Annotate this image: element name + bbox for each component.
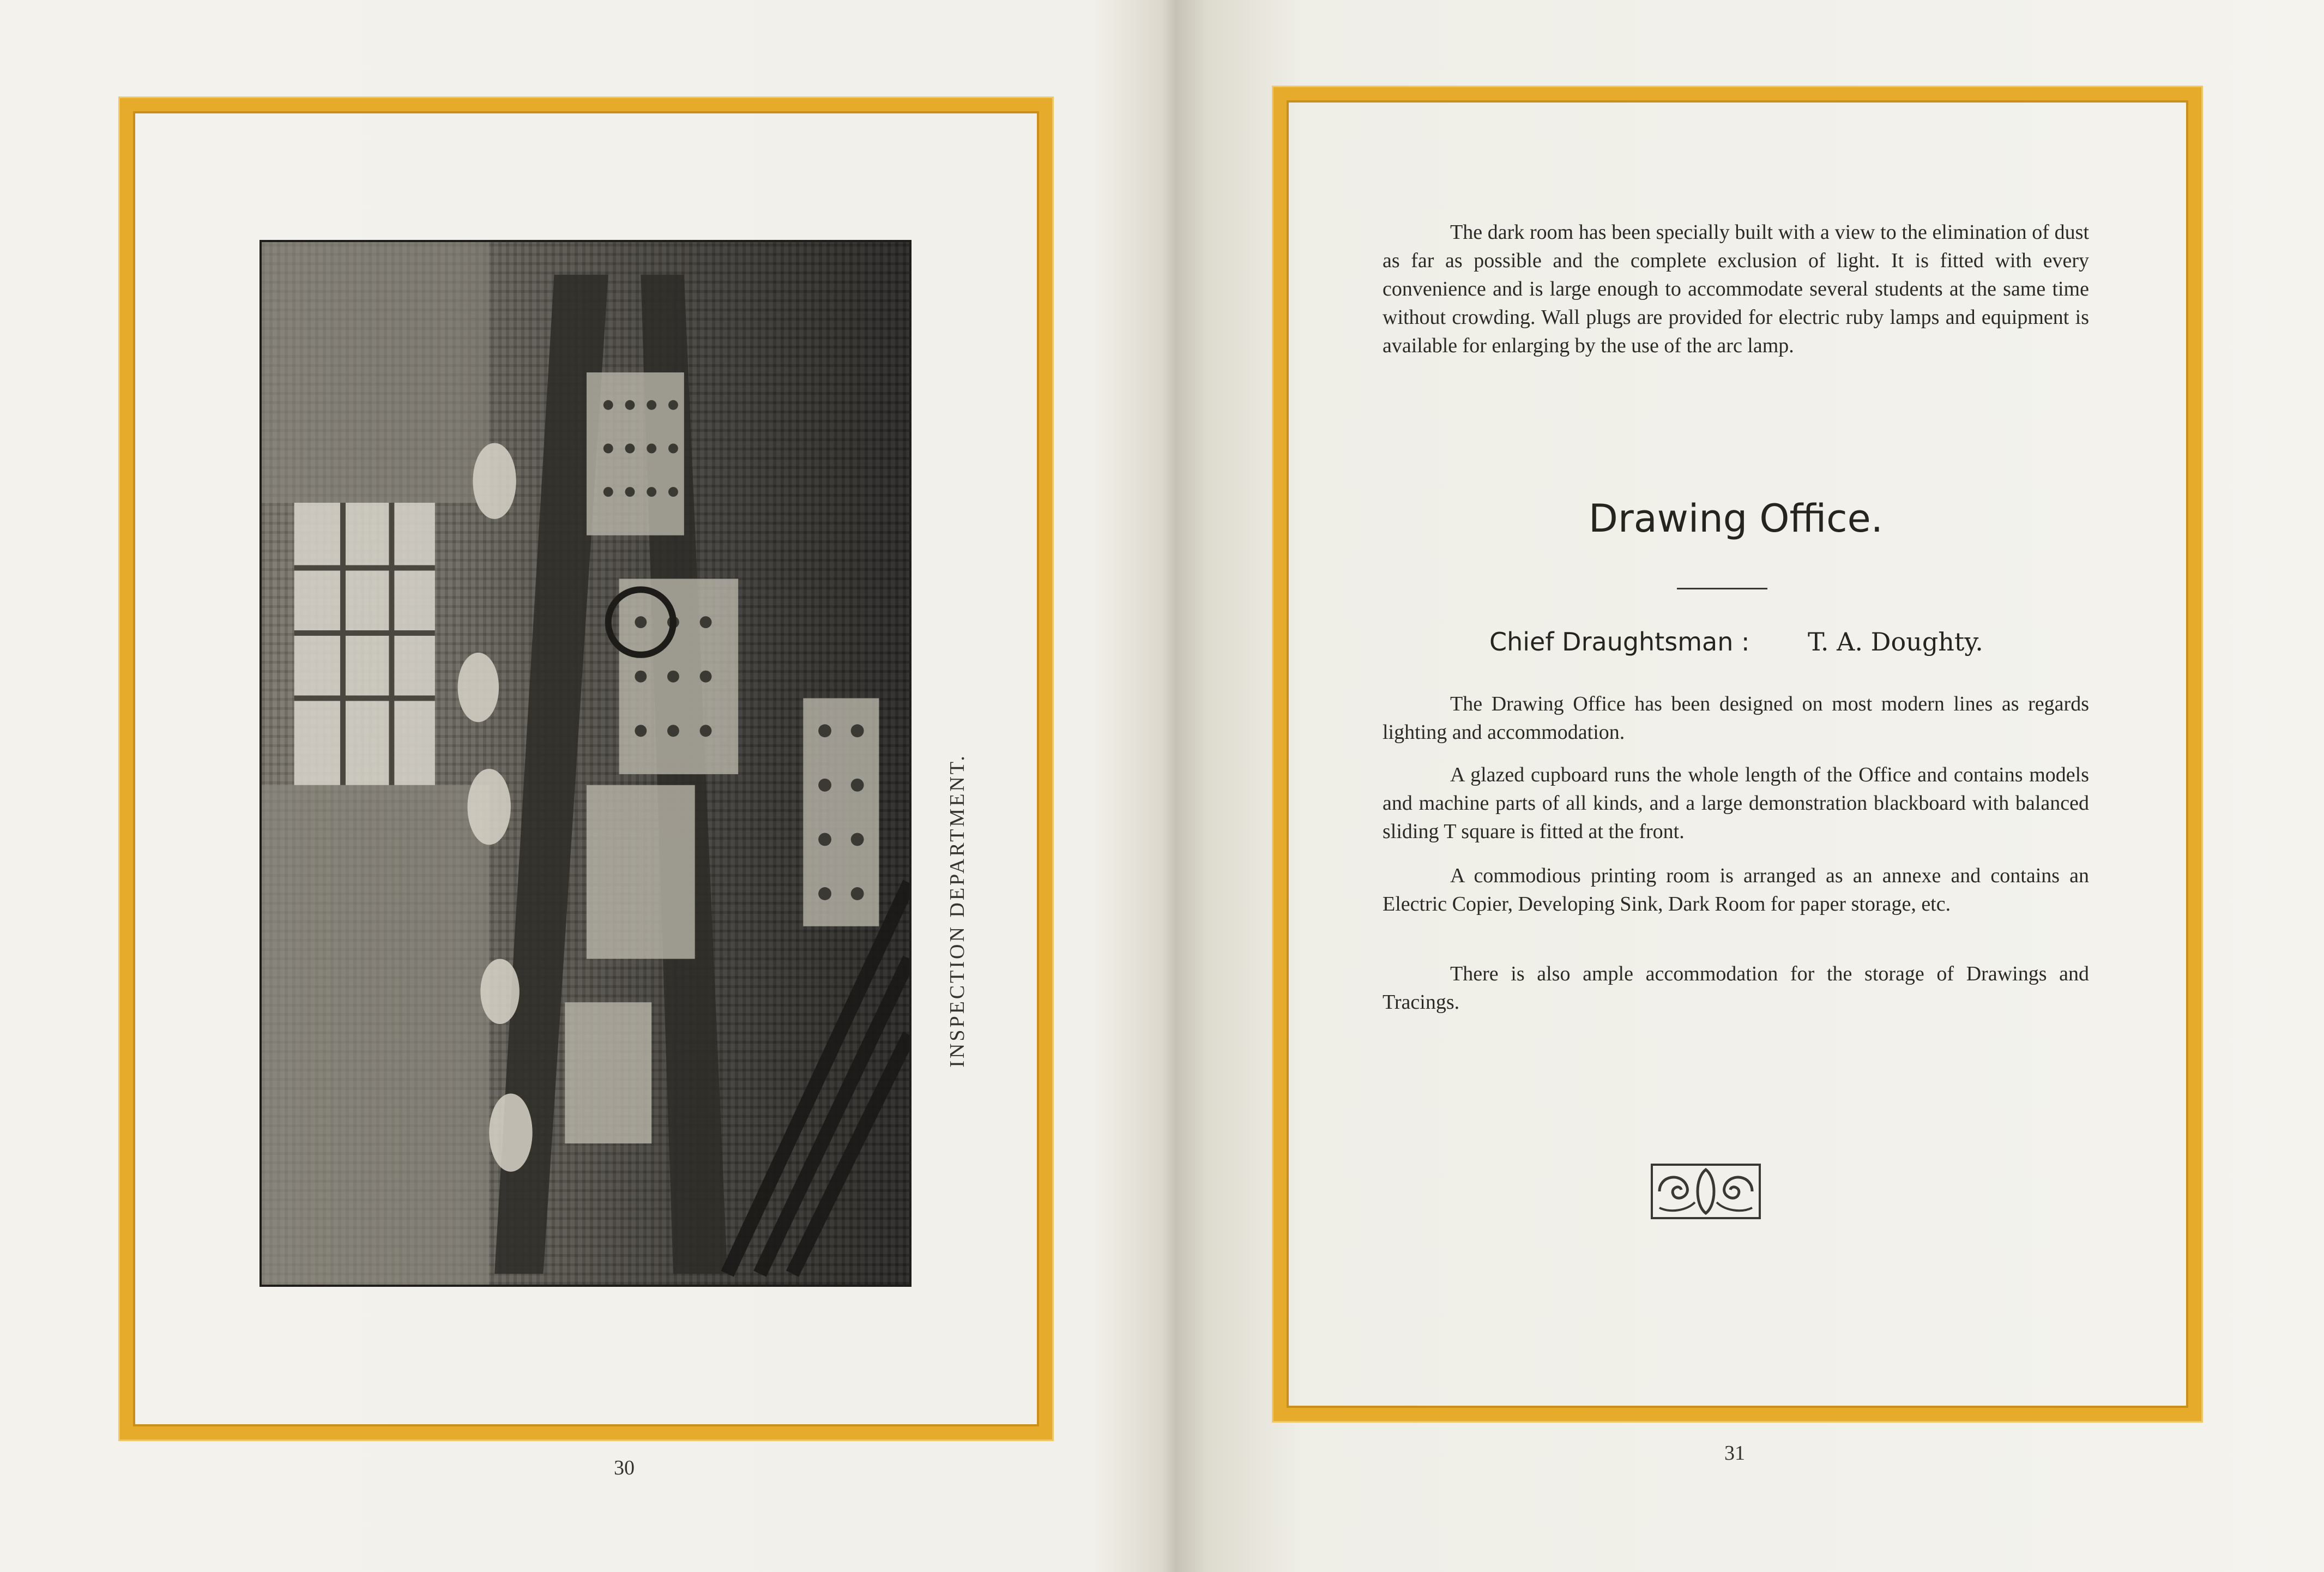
- ornament-icon: [1649, 1161, 1763, 1221]
- drawing-office-paragraph: The Drawing Office has been designed on most modern lines as regards lighting and accommodation.: [1383, 692, 2089, 744]
- storage-paragraph: There is also ample accommodation for the storage of Drawings and Tracings.: [1383, 962, 2089, 1014]
- inspection-department-photo: [259, 240, 912, 1287]
- section-heading: Drawing Office.: [1589, 496, 1883, 541]
- chief-name: T. A. Doughty.: [1808, 627, 1983, 656]
- heading-rule: [1677, 588, 1767, 589]
- factory-photo-illustration: [262, 242, 909, 1285]
- photo-caption: INSPECTION DEPARTMENT.: [946, 754, 969, 1068]
- page-number-left: 30: [614, 1456, 635, 1479]
- glazed-cupboard-paragraph: A glazed cupboard runs the whole length of the Office and contains models and machine parts of all kinds, and a large demonstration blackboard with balanced sliding T square is fitted at the front.: [1383, 763, 2089, 843]
- chief-role: Chief Draughtsman :: [1489, 627, 1750, 656]
- dark-room-paragraph: The dark room has been specially built with a view to the elimination of dust as far as possible and the complete exclusion of light. It is fitted with every convenience and is large enough to accommodate several students at the same time without crowding. Wall plugs are provided for electric ruby lamps and equipment is available for enlarging by the use of the arc lamp.: [1383, 221, 2089, 357]
- printing-room-paragraph: A commodious printing room is arranged as an annexe and contains an Electric Copier, Developing Sink, Dark Room for paper storage, etc.: [1383, 864, 2089, 916]
- page-number-right: 31: [1724, 1442, 1745, 1465]
